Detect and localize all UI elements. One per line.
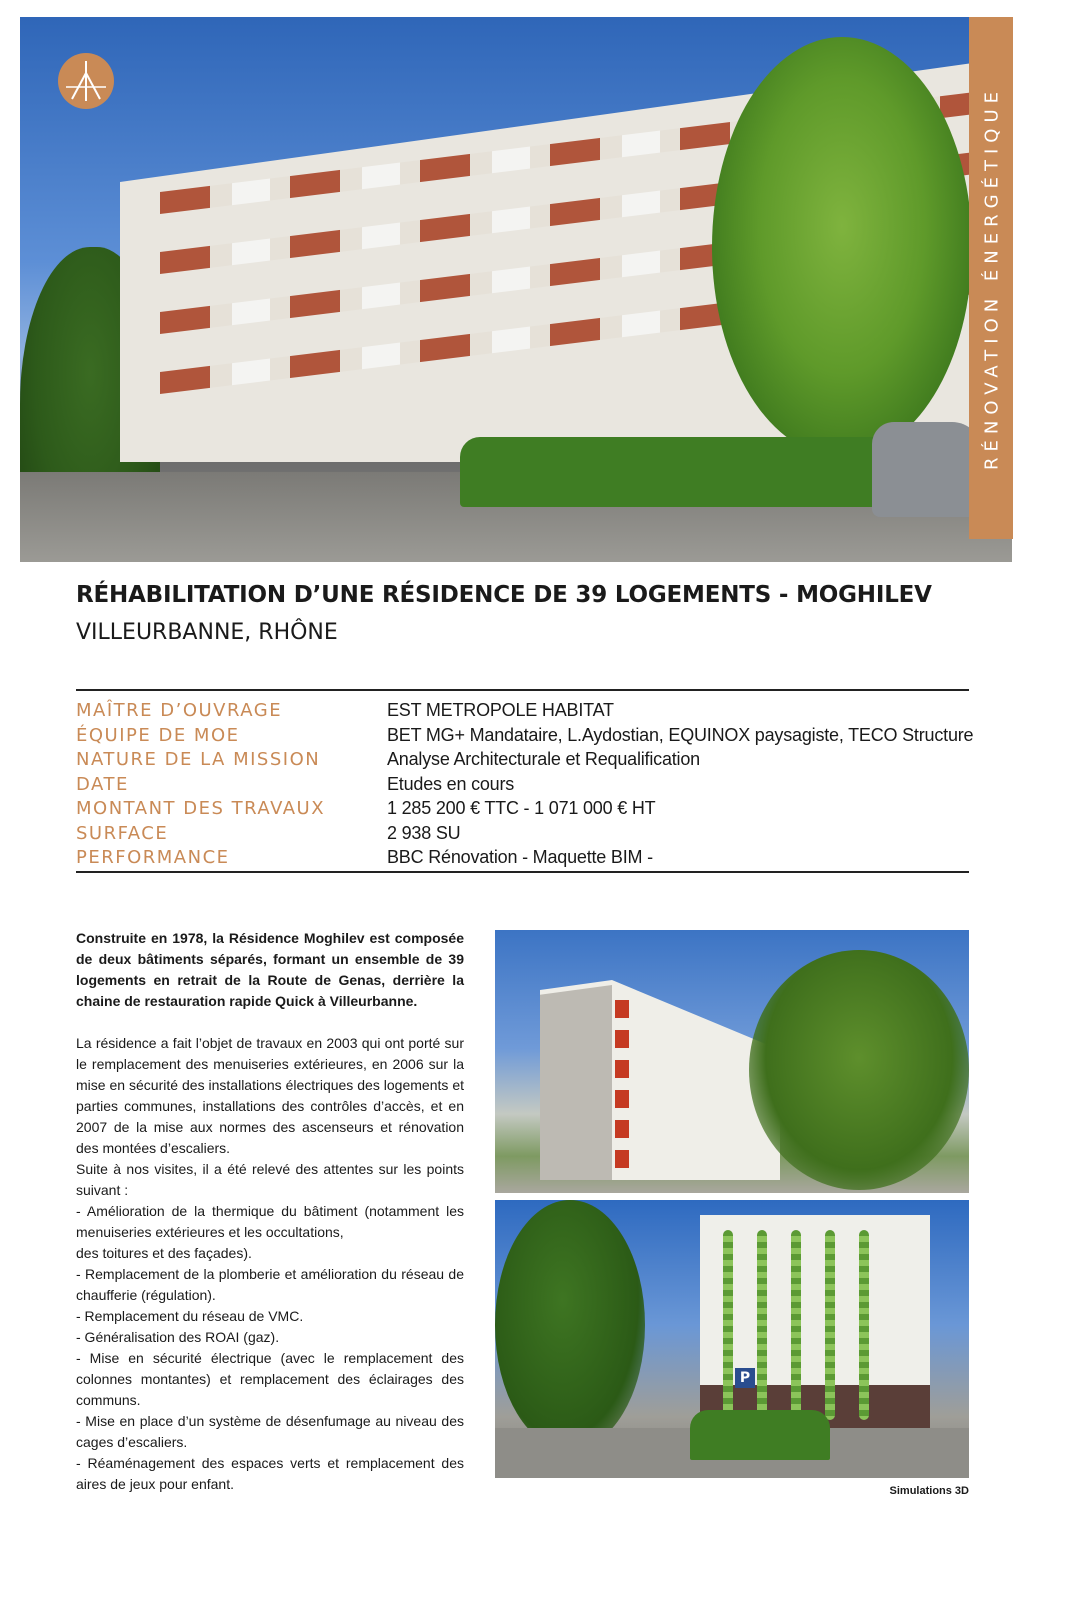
info-label: MONTANT DES TRAVAUX [76, 798, 326, 819]
info-row-team [76, 724, 974, 750]
simulation-image-2 [495, 1200, 969, 1478]
image-caption: Simulations 3D [889, 1485, 969, 1497]
info-value: BBC Rénovation - Maquette BIM - [387, 847, 653, 867]
list-item: des toitures et des façades). [76, 1245, 252, 1261]
history-paragraph: La résidence a fait l’objet de travaux en 2003 qui ont porté sur le remplacement des menuiseries extérieures, en 2006 sur la mise en sécurité des installations électriques des logements et parties communes, installations des contrôles d’accès, et en 2007 de la mise aux normes des ascenseurs et rénovation des montées d’escaliers. [76, 1035, 464, 1156]
parked-car [872, 422, 982, 517]
info-label: MAÎTRE D’OUVRAGE [76, 700, 283, 721]
intro-paragraph: Construite en 1978, la Résidence Moghilev est composée de deux bâtiments séparés, formant un ensemble de 39 logements en retrait de la Route de Genas, derrière la chaine de restauration rapide Quick à Villeurbanne. [76, 930, 464, 1009]
green-wall-vine [723, 1230, 733, 1420]
hedge [690, 1410, 830, 1460]
info-value: 2 938 SU [387, 822, 461, 843]
divider-bottom [76, 871, 969, 873]
info-row-budget [76, 798, 969, 823]
info-value: BET MG+ Mandataire, L.Aydostian, EQUINOX paysagiste, TECO Structure [387, 724, 974, 745]
info-label: SURFACE [76, 822, 169, 844]
info-row-surface [76, 823, 969, 848]
hero-photo [20, 17, 1012, 562]
list-item: - Mise en place d’un système de désenfumage au niveau des cages d’escaliers. [76, 1413, 464, 1450]
info-value: 1 285 200 € TTC - 1 071 000 € HT [387, 798, 656, 818]
info-label: ÉQUIPE DE MOE [76, 724, 240, 746]
green-wall-vine [859, 1230, 869, 1420]
tree [495, 1200, 645, 1450]
description-column [76, 928, 464, 1495]
expectations-lead: Suite à nos visites, il a été relevé des attentes sur les points suivant : [76, 1161, 464, 1198]
category-label: RÉNOVATION ÉNERGÉTIQUE [981, 86, 1003, 470]
project-location: VILLEURBANNE, RHÔNE [76, 620, 338, 645]
list-item: - Amélioration de la thermique du bâtiment (notamment les menuiseries extérieures et les occultations, [76, 1203, 464, 1240]
info-label: NATURE DE LA MISSION [76, 749, 321, 770]
simulation-image-1 [495, 930, 969, 1193]
list-item: - Réaménagement des espaces verts et remplacement des aires de jeux pour enfant. [76, 1455, 464, 1492]
tree [749, 950, 969, 1190]
list-item: - Généralisation des ROAI (gaz). [76, 1329, 280, 1345]
parking-sign: P [735, 1368, 755, 1388]
info-label: DATE [76, 773, 129, 795]
list-item: - Remplacement du réseau de VMC. [76, 1308, 304, 1324]
info-value: Etudes en cours [387, 773, 515, 794]
expectations-list [76, 1201, 464, 1495]
project-info-table [76, 700, 974, 872]
info-row-mission [76, 749, 969, 774]
logo-icon [58, 53, 114, 109]
list-item: - Remplacement de la plomberie et amélioration du réseau de chaufferie (régulation). [76, 1266, 464, 1303]
hedge [460, 437, 930, 507]
info-value: EST METROPOLE HABITAT [387, 700, 614, 720]
info-row-performance [76, 847, 969, 872]
info-label: PERFORMANCE [76, 847, 230, 868]
tree-right [712, 37, 972, 457]
green-wall-vine [757, 1230, 767, 1420]
info-value: Analyse Architecturale et Requalification [387, 749, 700, 769]
info-row-date [76, 774, 969, 799]
green-wall-vine [825, 1230, 835, 1420]
green-wall-vine [791, 1230, 801, 1420]
page-title: RÉHABILITATION D’UNE RÉSIDENCE DE 39 LOGEMENTS - MOGHILEV [76, 582, 932, 608]
list-item: - Mise en sécurité électrique (avec le remplacement des colonnes montantes) et remplacement des éclairages des communs. [76, 1350, 464, 1408]
building-gable [540, 985, 612, 1180]
divider-top [76, 689, 969, 691]
facade-accent [615, 1000, 629, 1170]
info-row-client [76, 700, 969, 725]
